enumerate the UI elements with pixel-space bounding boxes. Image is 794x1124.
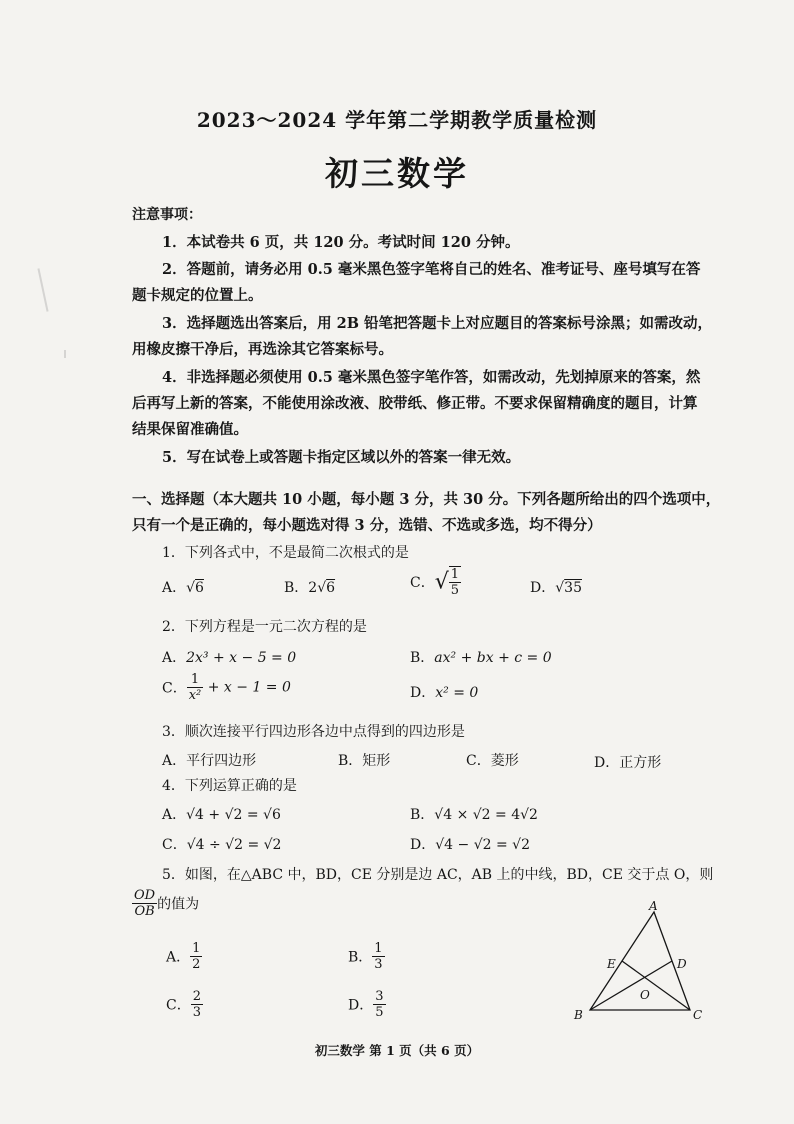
- option-c: C．菱形: [466, 753, 519, 769]
- vertex-b-label: B: [574, 1008, 583, 1022]
- point-o-label: O: [640, 988, 650, 1002]
- page-footer: 初三数学 第 1 页（共 6 页）: [314, 1043, 480, 1058]
- notice-heading: 注意事项：: [132, 207, 202, 223]
- option-d: D．正方形: [594, 755, 662, 771]
- option-b: B．√4 × √2 = 4√2: [410, 807, 538, 823]
- notice-item: 题卡规定的位置上。: [132, 287, 263, 304]
- notice-item: 用橡皮擦干净后，再选涂其它答案标号。: [132, 341, 393, 358]
- scan-artifact: [37, 268, 48, 311]
- vertex-c-label: C: [693, 1008, 703, 1022]
- option-b: B．ax² + bx + c = 0: [410, 650, 552, 666]
- option-d: D． $\frac{3}{5}$: [348, 989, 384, 1020]
- notice-item: 3．选择题选出答案后，用 2B 铅笔把答题卡上对应题目的答案标号涂黑；如需改动，: [162, 315, 713, 332]
- option-a: A．2x³ + x − 5 = 0: [162, 650, 297, 666]
- section-heading: 一、选择题（本大题共 10 小题，每小题 3 分，共 30 分。下列各题所给出的四个选项中，: [132, 491, 721, 508]
- notice-item: 结果保留准确值。: [132, 421, 248, 438]
- notice-item: 5．写在试卷上或答题卡指定区域以外的答案一律无效。: [162, 449, 521, 466]
- option-c: C．√4 ÷ √2 = √2: [162, 837, 282, 853]
- option-d: D．x² = 0: [410, 685, 479, 701]
- point-e-label: E: [607, 957, 616, 971]
- option-a: A．√4 + √2 = √6: [162, 807, 281, 823]
- notice-item: 1．本试卷共 6 页，共 120 分。考试时间 120 分钟。: [162, 234, 520, 251]
- option-a: A．√6: [162, 580, 204, 596]
- option-d: D．√4 − √2 = √2: [410, 837, 530, 853]
- question-stem: 4．下列运算正确的是: [162, 778, 297, 794]
- question-stem-continued: $\frac{OD}{OB}$ 的值为: [134, 888, 200, 919]
- notice-item: 4．非选择题必须使用 0.5 毫米黑色签字笔作答，如需改动，先划掉原来的答案，然: [162, 369, 701, 386]
- option-c: C． $\frac{2}{3}$: [166, 989, 201, 1020]
- triangle-figure: [570, 898, 710, 1028]
- option-b: B．矩形: [338, 753, 391, 769]
- scan-artifact: [64, 350, 66, 358]
- exam-title: 2023～2024 学年第二学期教学质量检测: [196, 108, 598, 132]
- option-d: D．√35: [530, 580, 582, 596]
- section-heading: 只有一个是正确的，每小题选对得 3 分，选错、不选或多选，均不得分）: [132, 517, 602, 534]
- median-bd: [590, 961, 672, 1010]
- option-c: C．√ $\frac{1}{5}$: [410, 567, 460, 598]
- question-stem: 5．如图，在△ABC 中，BD，CE 分别是边 AC，AB 上的中线，BD，CE 交于点 O，则: [162, 867, 714, 883]
- question-stem: 2．下列方程是一元二次方程的是: [162, 619, 367, 635]
- exam-subject: 初三数学: [325, 154, 469, 193]
- option-b: B． $\frac{1}{3}$: [348, 941, 383, 972]
- option-a: A．平行四边形: [162, 753, 257, 769]
- question-stem: 3．顺次连接平行四边形各边中点得到的四边形是: [162, 724, 465, 740]
- point-d-label: D: [677, 957, 687, 971]
- notice-item: 2．答题前，请务必用 0.5 毫米黑色签字笔将自己的姓名、准考证号、座号填写在答: [162, 261, 701, 278]
- vertex-a-label: A: [649, 899, 658, 913]
- option-b: B．2√6: [284, 580, 336, 596]
- option-a: A． $\frac{1}{2}$: [166, 941, 201, 972]
- notice-item: 后再写上新的答案，不能使用涂改液、胶带纸、修正带。不要求保留精确度的题目，计算: [132, 395, 698, 412]
- question-stem: 1．下列各式中，不是最简二次根式的是: [162, 545, 409, 561]
- option-c: C． $\frac{1}{\text{x²}}$ + x − 1 = 0: [162, 672, 291, 703]
